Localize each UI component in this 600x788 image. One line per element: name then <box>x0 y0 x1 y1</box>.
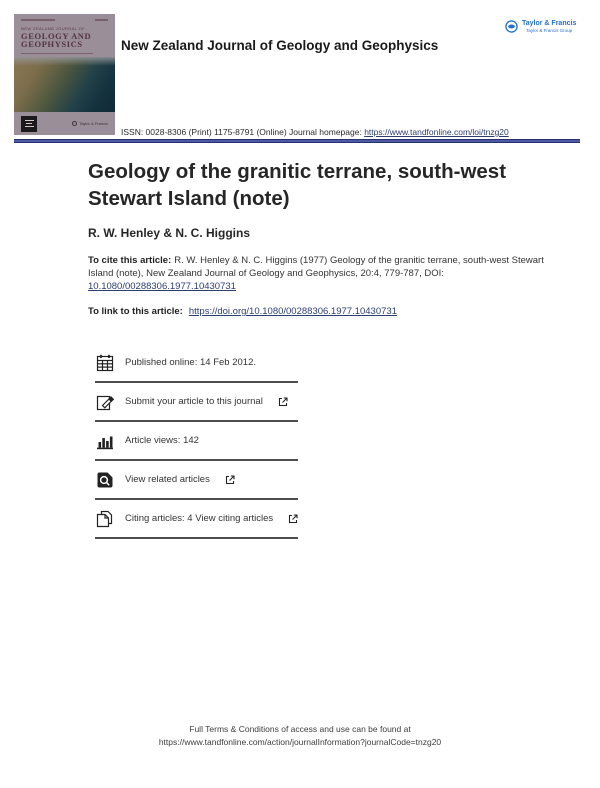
cover-footer <box>14 112 115 135</box>
taylor-francis-globe-icon <box>505 20 518 33</box>
submit-article-icon <box>95 393 114 411</box>
journal-cover-thumbnail <box>14 14 115 135</box>
action-row-published-online <box>95 344 298 383</box>
issn-line <box>121 127 509 137</box>
journal-title: New Zealand Journal of Geology and Geophysics <box>121 38 439 53</box>
action-row-article-views <box>95 422 298 461</box>
article-link-block <box>88 306 397 317</box>
cover-subtitle-bar <box>21 53 93 55</box>
cover-publisher-mark: Taylor & Francis <box>72 121 108 126</box>
taylor-francis-logo <box>505 20 576 33</box>
header-divider-rule <box>14 139 580 143</box>
action-row-view-related[interactable] <box>95 461 298 500</box>
citing-articles-icon <box>95 510 114 528</box>
link-label: To link to this article: <box>88 306 183 317</box>
publisher-circle-icon <box>72 121 77 126</box>
article-views-text: Article views: 142 <box>125 435 199 446</box>
published-online-text: Published online: 14 Feb 2012. <box>125 357 256 368</box>
view-related-text: View related articles <box>125 474 210 485</box>
tf-logo-line1: Taylor & Francis <box>522 20 577 27</box>
cover-aerial-photo <box>14 57 115 112</box>
action-list <box>95 344 298 539</box>
tf-logo-line2: Taylor & Francis Group <box>526 27 573 33</box>
related-articles-icon <box>95 471 114 489</box>
external-link-icon <box>278 397 288 407</box>
cite-label: To cite this article: <box>88 255 172 266</box>
cover-volume-line <box>21 19 108 21</box>
citation-block <box>88 254 546 293</box>
footer-line2: https://www.tandfonline.com/action/journalInformation?journalCode=tnzg20 <box>158 737 442 747</box>
cover-kicker: NEW ZEALAND JOURNAL OF <box>21 25 85 31</box>
issn-text: ISSN: 0028-8306 (Print) 1175-8791 (Online) Journal homepage: <box>121 127 365 137</box>
article-authors: R. W. Henley & N. C. Higgins <box>88 226 251 240</box>
doi-link[interactable]: 10.1080/00288306.1977.10430731 <box>88 281 236 292</box>
terms-footer <box>0 723 600 749</box>
submit-article-text: Submit your article to this journal <box>125 396 263 407</box>
article-title: Geology of the granitic terrane, south-west Stewart Island (note) <box>88 160 507 210</box>
royal-society-logo <box>21 116 37 132</box>
external-link-icon <box>288 514 298 524</box>
action-row-citing-articles[interactable] <box>95 500 298 539</box>
calendar-icon <box>95 354 114 372</box>
article-doi-url-link[interactable]: https://doi.org/10.1080/00288306.1977.10430731 <box>188 306 397 317</box>
citing-articles-text: Citing articles: 4 View citing articles <box>125 513 274 524</box>
cover-journal-title-line1: GEOLOGY AND <box>21 30 92 41</box>
cite-text: R. W. Henley & N. C. Higgins (1977) Geology of the granitic terrane, south-west Stewart Island (note), New Zealand Journal of Geology and Geophysics, 20:4, 779-787, DOI: <box>88 255 544 279</box>
cover-journal-title-line2: GEOPHYSICS <box>21 39 83 49</box>
action-row-submit-article[interactable] <box>95 383 298 422</box>
external-link-icon <box>225 475 235 485</box>
journal-homepage-link[interactable]: https://www.tandfonline.com/loi/tnzg20 <box>364 127 509 137</box>
footer-line1: Full Terms & Conditions of access and use can be found at <box>189 724 411 734</box>
cover-masthead <box>14 14 115 57</box>
bar-chart-icon <box>95 432 114 450</box>
